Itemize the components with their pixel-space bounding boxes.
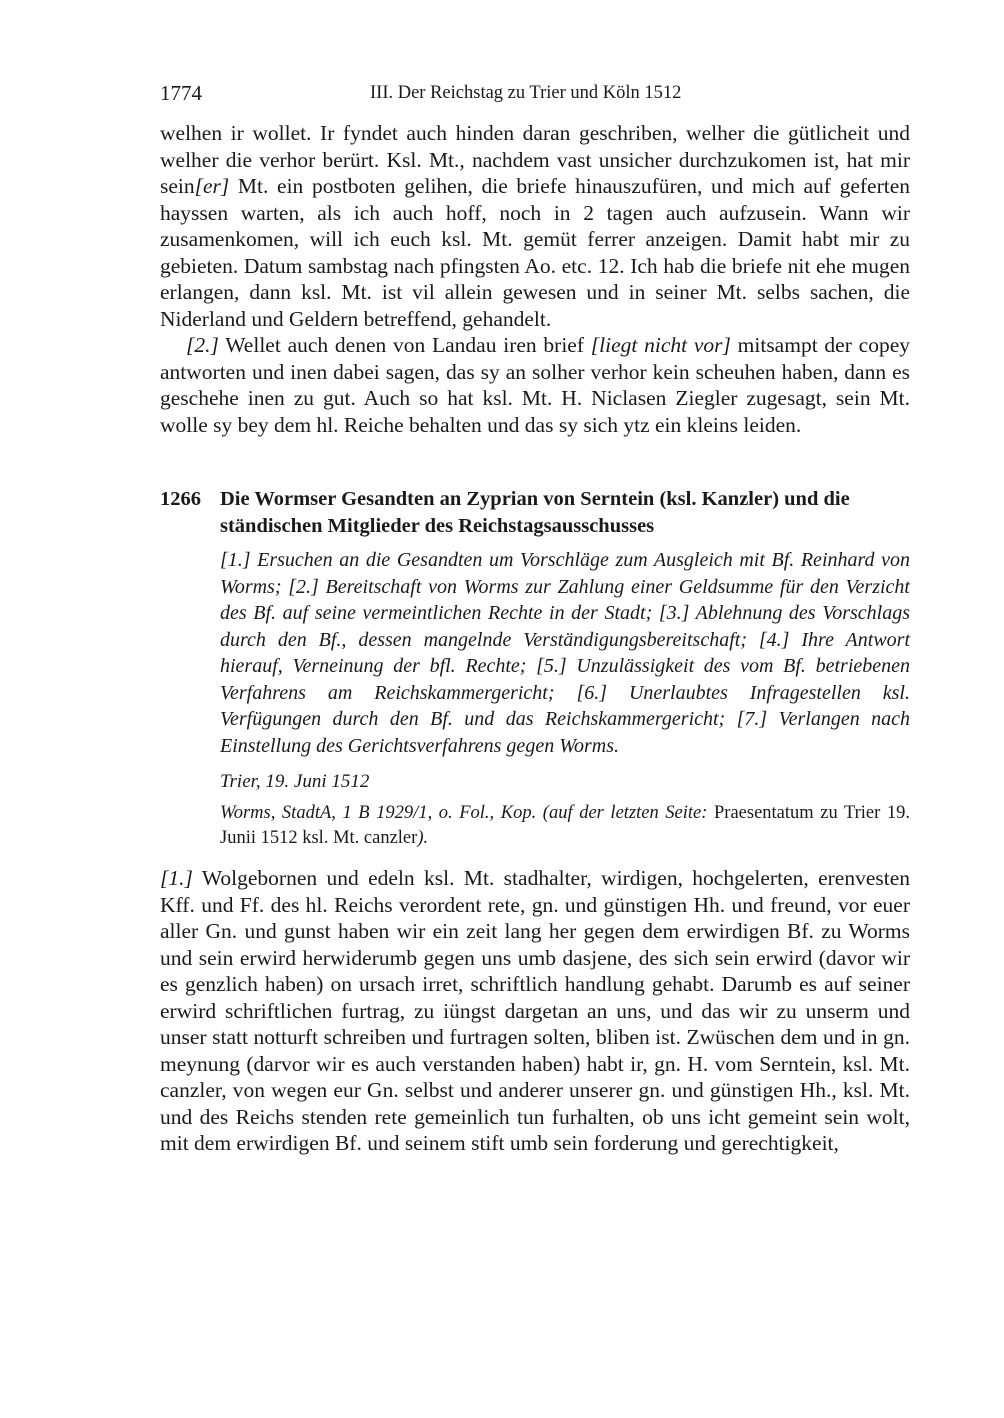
- document-number: 1266: [160, 488, 201, 510]
- document-regest: [1.] Ersuchen an die Gesandten um Vorschläge zum Ausgleich mit Bf. Reinhard von Worms; [2.] Bereitschaft von Worms zur Zahlung einer Geldsumme für den Verzicht des Bf. auf seine vermeintlichen Rechte in der Stadt; [3.] Ablehnung des Vorschlags durch den Bf., dessen mangelnde Verständigungsbereitschaft; [4.] Ihre Antwort hierauf, Verneinung der bfl. Rechte; [5.] Unzulässigkeit des vom Bf. betriebenen Verfahrens am Reichskammergericht; [6.] Unerlaubtes Infragestellen ksl. Verfügungen durch den Bf. und das Reichskammergericht; [7.] Verlangen nach Einstellung des Gerichtsverfahrens gegen Worms.: [220, 549, 910, 757]
- page-number: 1774: [160, 81, 202, 105]
- document-dateline: Trier, 19. Juni 1512: [220, 771, 370, 792]
- source-note: Worms, StadtA, 1 B 1929/1, o. Fol., Kop. (auf der letzten Seite: Praesentatum zu Trier 19. Junii 1512 ksl. Mt. canzler).: [220, 803, 910, 848]
- running-header: [160, 78, 910, 108]
- paragraph-marker: [2.]: [186, 333, 219, 357]
- editorial-note: [liegt nicht vor]: [590, 333, 731, 357]
- document-title: Die Wormser Gesandten an Zyprian von Serntein (ksl. Kanzler) und die ständischen Mitglieder des Reichstagsausschusses: [220, 488, 850, 537]
- document-heading: [160, 486, 910, 539]
- paragraph-marker: [1.]: [160, 866, 193, 890]
- document-text: [1.] Wolgebornen und edeln ksl. Mt. stadhalter, wirdigen, hochgelerten, erenvesten Kff. und Ff. des hl. Reichs verordent rete, gn. und günstigen Hh. und freund, vor euer aller Gn. und gunst haben wir ein zeit lang her gegen dem erwirdigen Bf. zu Worms und sein erwird herwiderumb gegen uns umb dasjene, des sich sein erwird (davor wir es genzlich haben) on ursach irret, schriftlich handlung gehabt. Darumb es auf seiner erwird schriftlichen furtrag, zu iüngst dargetan an uns, und das wir zu unserm und unser statt notturft schreiben und furtragen solten, bliben ist. Zwüschen dem und in gn. meynung (darvor wir es auch verstanden haben) habt ir, gn. H. vom Serntein, ksl. Mt. canzler, von wegen eur Gn. selbst und anderer unserer gn. und günstigen Hh., ksl. Mt. und des Reichs stenden rete gemeinlich tun furhalten, ob uns icht gemeint sein wolt, mit dem erwirdigen Bf. und seinem stift umb sein forderung und gerechtigkeit,: [160, 866, 910, 1155]
- previous-document-paragraph-1: welhen ir wollet. Ir fyndet auch hinden daran geschriben, welher die gütlicheit und welher die verhor berürt. Ksl. Mt., nachdem vast unsicher durchzukomen ist, hat mir sein[er] Mt. ein postboten gelihen, die briefe hinauszufüren, und mich auf geferten hayssen warten, als ich auch hoff, noch in 2 tagen auch aufzusein. Wann wir zusamenkomen, will ich euch ksl. Mt. gemüt ferrer anzeigen. Damit habt mir zu gebieten. Datum sambstag nach pfingsten Ao. etc. 12. Ich hab die briefe nit ehe mugen erlangen, dann ksl. Mt. ist vil allein gewesen und in seiner Mt. selbs sachen, die Niderland und Geldern betreffend, gehandelt.: [160, 121, 910, 331]
- editorial-insertion: [er]: [194, 174, 230, 198]
- page: [160, 78, 910, 1157]
- running-title: III. Der Reichstag zu Trier und Köln 1512: [370, 83, 682, 103]
- previous-document-paragraph-2: [2.] Wellet auch denen von Landau iren brief [liegt nicht vor] mitsampt der copey antworten und inen dabei sagen, das sy an solher verhor kein scheuhen haben, dann es geschehe inen zu gut. Auch so hat ksl. Mt. H. Niclasen Ziegler zugesagt, sein Mt. wolle sy bey dem hl. Reiche behalten und das sy sich ytz ein kleins leiden.: [160, 333, 910, 437]
